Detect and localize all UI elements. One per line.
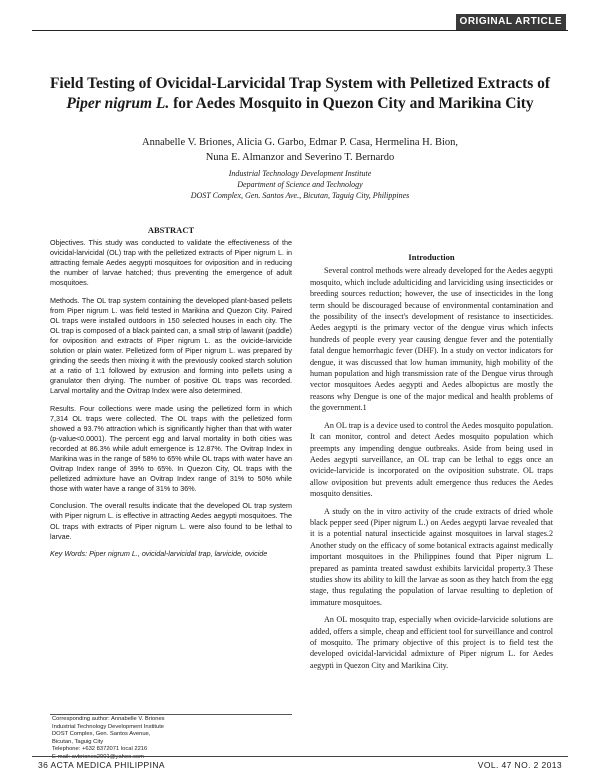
article-type-label: ORIGINAL ARTICLE: [456, 14, 566, 30]
footnote-line-4: Bicutan, Taguig City: [52, 738, 104, 745]
title-line-2: [40, 94, 560, 114]
intro-paragraph-2: An OL trap is a device used to control the Aedes mosquito population. It can monitor, control and detect Aedes mosquito population which preempts any impending dengue outbreaks. Aside from being used in Aedes aegypti surveillance, an OL trap can be lethal to eggs once an ovicide-larvicide is incorporated on the oviposition substrate. OL traps allow oviposition but prevents adult emergence thus reduces the Aedes mosquito densities.: [310, 420, 553, 499]
footnote-divider: [50, 714, 292, 715]
intro-paragraph-3: A study on the in vitro activity of the crude extracts of dried whole black pepper seed (Piper nigrum L.) on Aedes aegypti larvae revealed that it is a potential natural insecticide against mosquitoes in larval stages.2 Another study on the efficacy of some botanical extracts against medically important mosquitoes in the Philippines found that Piper nigrum L. prepared as paminta treated sawdust exhibits larvicidal property.3 These studies show its ability to kill the larvae as soon as they hatch from the egg stage, thus regulating the population of larvae resulting to depletion of immature mosquitoes.: [310, 506, 553, 607]
article-title: [40, 74, 560, 114]
affiliation-line-3: DOST Complex, Gen. Santos Ave., Bicutan, Taguig City, Philippines: [190, 191, 410, 200]
abstract-heading: ABSTRACT: [147, 225, 195, 235]
abstract-conclusion: Conclusion. The overall results indicate that the developed OL trap system with Piper nigrum L. is effective in attracting Aedes aegypti mosquitoes. The OL traps with extracts of Piper nigrum L. were also found to be lethal to larvae.: [50, 501, 292, 541]
introduction-column: [310, 252, 553, 677]
footnote-line-1: Corresponding author: Annabelle V. Briones: [52, 716, 165, 722]
footer-rule: [32, 756, 568, 757]
title-species: Piper nigrum L.: [66, 95, 170, 112]
abstract-methods: Methods. The OL trap system containing the developed plant-based pellets from Piper nigrum L. was field tested in Marikina and Quezon City. Paired OL traps were installed outdoors in 150 selected houses in each city. The OL trap is composed of a black painted can, a small strip of lawanit (paddle) for oviposition and extracts of Piper nigrum L. as the ovicide-larvicide solution or plain water. Pelletized form of Piper nigrum L. was prepared by grinding the seeds then mixing it with the previously cooked starch solution at a ratio of 1:1 followed by extrusion and forming into pellets using a granulator then drying. The number of positive OL traps was recorded. Larval mortality and the Ovitrap Index were also determined.: [50, 295, 292, 396]
footnote-line-2: Industrial Technology Development Institute: [52, 723, 165, 730]
introduction-heading: Introduction: [408, 252, 455, 262]
intro-paragraph-4: An OL mosquito trap, especially when ovicide-larvicide solutions are added, offers a simple, cheap and efficient tool for surveillance and control of mosquito. The primary objective of this project is to field test the developed ovicidal-larvicidal admixture of Piper nigrum L. for Aedes aegypti in Quezon City and Marikina City.: [310, 615, 553, 670]
abstract-results: Results. Four collections were made using the pelletized form in which 7,314 OL traps were collected. The OL traps with the pelletized form showed a 93.7% attraction which is significantly higher than that with water (p-value<0.0001). The percent egg and larval mortality in both cities was recorded at 86.3% while adult emergence is 12.87%. The Ovitrap Index in Marikina was in the range of 58% to 65% while OL traps with water have an Ovitrap Index range of 39% to 65%. In Quezon City, OL traps with the pelletized admixture have an Ovitrap Index range of 31% to 50% while those with water have a range of 31% to 36%.: [50, 403, 292, 494]
footnote-line-5: Telephone: +632 8372071 local 2216: [52, 746, 148, 753]
author-list: [40, 135, 560, 165]
intro-paragraph-1: Several control methods were already developed for the Aedes aegypti mosquito, which include adulticiding and larviciding using insecticides or breeding sources reduction; however, the use of insecticides in the long term should be discouraged because of environmental contamination and the possibility of the insect's development of resistance to insecticides. Aedes aegypti is the primary vector of the dengue virus which infects hundreds of people every year causing dengue fever and the potentially fatal dengue hemorrhagic fever (DHF). In a study on vector indicators for dengue, it was discussed that low human immunity, high mobility of the human population and high transmission rate of the Dengue virus through vector mosquitoes Aedes aegypti and Aedes albopictus are mostly the reasons why Dengue is one of the major medical and health problems of the government.1: [310, 266, 553, 413]
header-rule: [32, 14, 568, 31]
footnote-email[interactable]: E-mail: avbriones2001@yahoo.com: [52, 753, 144, 760]
abstract-column: [50, 225, 292, 566]
title-line-2-rest: for Aedes Mosquito in Quezon City and Marikina City: [169, 95, 534, 112]
authors-line-1: Annabelle V. Briones, Alicia G. Garbo, Edmar P. Casa, Hermelina H. Bion,: [141, 137, 458, 148]
authors-line-2: Nuna E. Almanzor and Severino T. Bernardo: [205, 152, 395, 163]
footnote-line-3: DOST Complex, Gen. Santos Avenue,: [52, 731, 151, 738]
abstract-objectives: Objectives. This study was conducted to validate the effectiveness of the ovicidal-larvicidal (OL) trap with the pelletized extracts of Piper nigrum L. in attracting female Aedes aegypti mosquitoes for oviposition and in reducing the number of larvae hatched; thus preventing the emergence of adult mosquitoes.: [50, 238, 292, 288]
corresponding-author-footnote: [52, 716, 292, 762]
title-line-1: Field Testing of Ovicidal-Larvicidal Trap System with Pelletized Extracts of: [49, 75, 551, 92]
journal-name-footer: 36 ACTA MEDICA PHILIPPINA: [38, 760, 165, 770]
affiliation-line-1: Industrial Technology Development Institute: [228, 169, 372, 178]
affiliation-line-2: Department of Science and Technology: [237, 180, 363, 189]
affiliation: [40, 168, 560, 201]
abstract-keywords: Key Words: Piper nigrum L., ovicidal-larvicidal trap, larvicide, ovicide: [50, 548, 268, 558]
volume-issue-footer: VOL. 47 NO. 2 2013: [477, 760, 562, 770]
